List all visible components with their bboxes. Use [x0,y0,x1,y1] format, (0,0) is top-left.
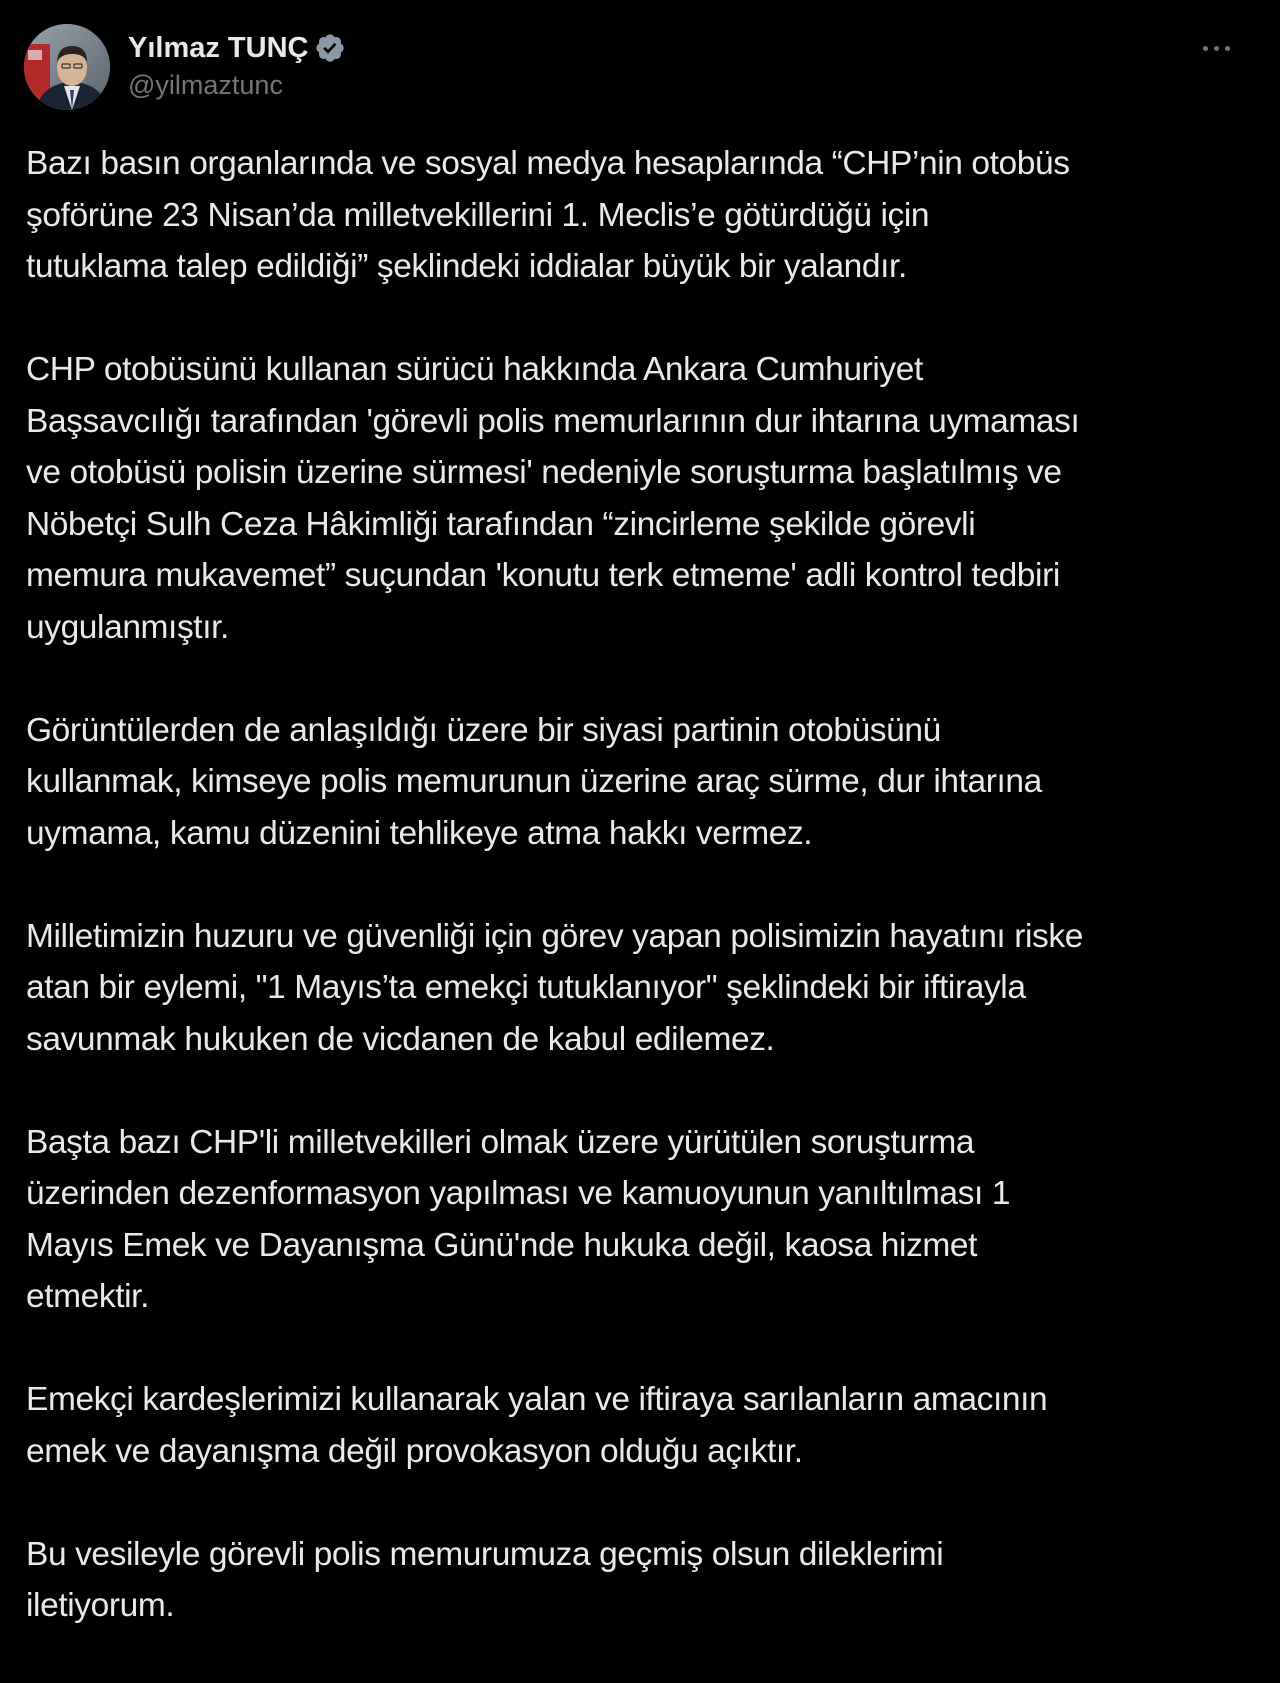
text-line: Nöbetçi Sulh Ceza Hâkimliği tarafından “zincirleme şekilde görevli [26,505,976,543]
tweet-paragraph [26,344,1256,653]
more-horizontal-icon [1203,46,1208,51]
text-line: Bazı basın organlarında ve sosyal medya hesaplarında “CHP’nin otobüs [26,145,1070,182]
text-line: Milletimizin huzuru ve güvenliği için görev yapan polisimizin hayatını riske [26,917,1083,955]
text-line: CHP otobüsünü kullanan sürücü hakkında Ankara Cumhuriyet [26,351,923,388]
tweet-paragraph [26,1374,1256,1477]
tweet-paragraph [26,705,1256,860]
tweet-paragraph [26,1117,1256,1323]
text-line: Mayıs Emek ve Dayanışma Günü'nde hukuka değil, kaosa hizmet [26,1226,978,1264]
author-name-row [128,30,346,66]
tweet-header [24,24,1256,112]
more-horizontal-icon [1214,46,1219,51]
text-line: atan bir eylemi, "1 Mayıs’ta emekçi tutuklanıyor" şeklindeki bir iftirayla [26,969,1026,1006]
text-line: ve otobüsü polisin üzerine sürmesi' nedeniyle soruşturma başlatılmış ve [26,454,1062,491]
text-line: savunmak hukuken de vicdanen de kabul edilemez. [26,1020,775,1058]
text-line: şoförüne 23 Nisan’da milletvekillerini 1. Meclis’e götürdüğü için [26,196,930,234]
text-line: tutuklama talep edildiği” şeklindeki iddialar büyük bir yalandır. [26,248,907,285]
text-line: memura mukavemet” suçundan 'konutu terk etmeme' adli kontrol tedbiri [26,557,1060,594]
text-line: uygulanmıştır. [26,608,229,646]
text-line: Bu vesileyle görevli polis memurumuza geçmiş olsun dileklerimi [26,1535,944,1573]
tweet-text [26,138,1256,1683]
text-line: Başta bazı CHP'li milletvekilleri olmak üzere yürütülen soruşturma [26,1123,975,1161]
tweet-paragraph [26,1529,1256,1632]
text-line: iletiyorum. [26,1587,175,1624]
tweet-paragraph [26,138,1256,293]
more-horizontal-icon [1225,46,1230,51]
text-line: Başsavcılığı tarafından 'görevli polis memurlarının dur ihtarına uymaması [26,402,1080,440]
author-display-name[interactable]: Yılmaz TUNÇ [128,31,309,64]
text-line: emek ve dayanışma değil provokasyon olduğu açıktır. [26,1432,803,1470]
more-options-button[interactable] [1192,32,1240,64]
text-line: Emekçi kardeşlerimizi kullanarak yalan ve iftiraya sarılanların amacının [26,1381,1048,1418]
text-line: uymama, kamu düzenini tehlikeye atma hakkı vermez. [26,814,813,852]
text-line: Görüntülerden de anlaşıldığı üzere bir siyasi partinin otobüsünü [26,711,941,749]
verified-badge-icon [314,32,346,64]
text-line: etmektir. [26,1278,149,1315]
tweet-paragraph [26,911,1256,1066]
avatar[interactable] [24,24,110,110]
text-line: kullanmak, kimseye polis memurunun üzerine araç sürme, dur ihtarına [26,763,1042,800]
text-line: üzerinden dezenformasyon yapılması ve kamuoyunun yanıltılması 1 [26,1175,1011,1212]
profile-photo-icon [24,24,110,110]
author-handle[interactable]: @yilmaztunc [128,70,283,100]
